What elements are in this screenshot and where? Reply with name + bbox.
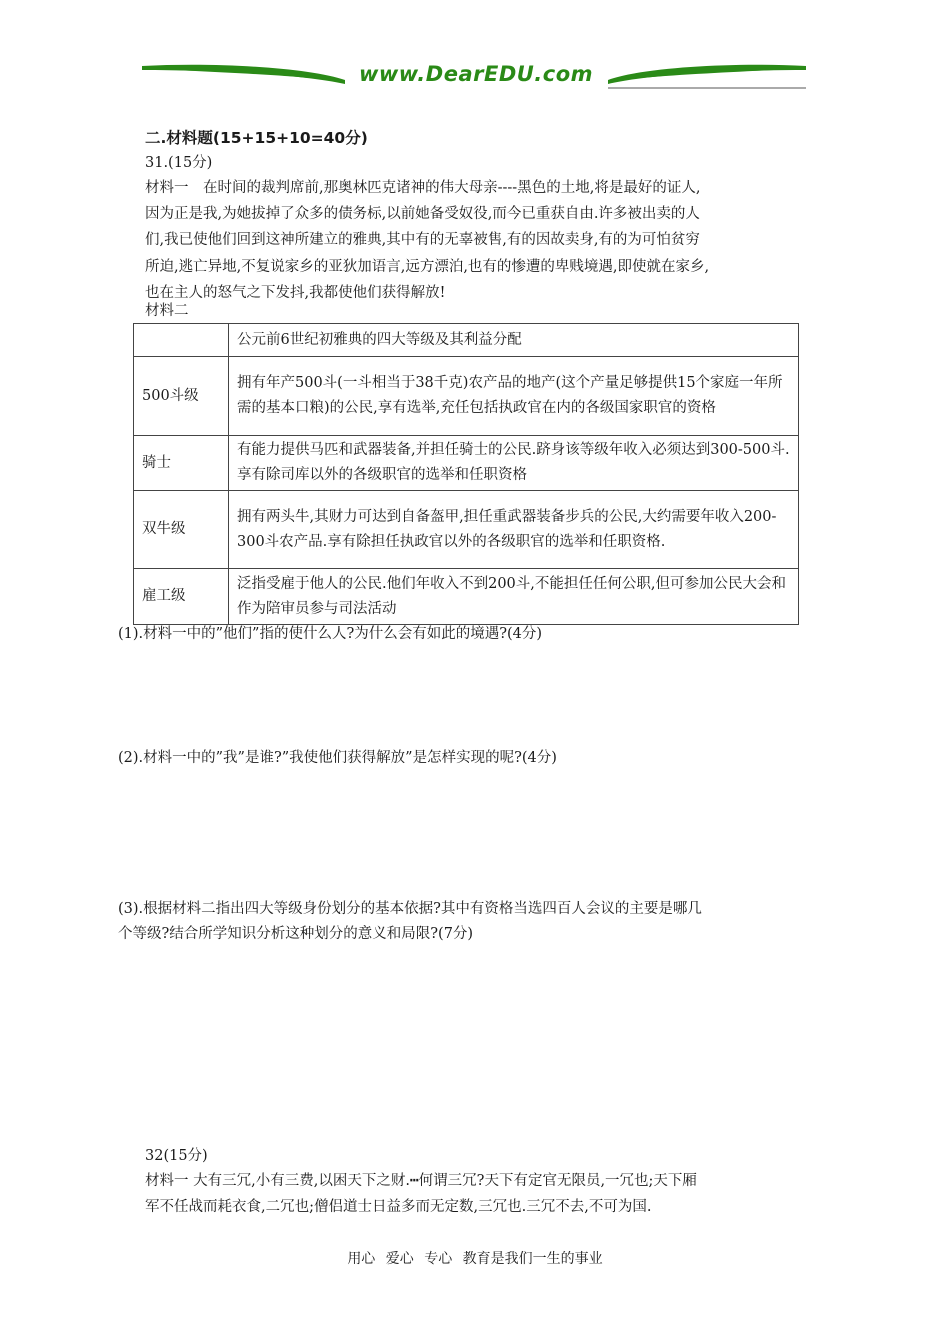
q32-material-1-line: 材料一 大有三冗,小有三费,以困天下之财.┅何谓三冗?天下有定官无限员,一冗也;天下厢 (145, 1173, 697, 1189)
question-31-3-line-2: 个等级?结合所学知识分析这种划分的意义和局限?(7分) (118, 926, 474, 942)
table-row (134, 569, 799, 625)
class-level: 雇工级 (134, 569, 229, 625)
athens-classes-table (133, 323, 799, 625)
q32-material-1-line: 军不任战而耗衣食,二冗也;僧侣道士日益多而无定数,三冗也.三冗不去,不可为国. (145, 1199, 652, 1215)
table-corner-cell (134, 324, 229, 357)
class-description: 泛指受雇于他人的公民.他们年收入不到200斗,不能担任任何公职,但可参加公民大会和作为陪审员参与司法活动 (229, 569, 799, 625)
q31-material-1-line: 因为正是我,为她拔掉了众多的债务标,以前她备受奴役,而今已重获自由.许多被出卖的人 (145, 206, 700, 223)
q31-material-1-line: 们,我已使他们回到这神所建立的雅典,其中有的无辜被售,有的因故卖身,有的为可怕贫穷 (145, 232, 700, 249)
site-name: www.DearEDU.com (358, 62, 594, 86)
question-31-3-line-1: (3).根据材料二指出四大等级身份划分的基本依据?其中有资格当选四百人会议的主要是哪几 (118, 901, 702, 917)
class-level: 骑士 (134, 436, 229, 491)
q31-material-1 (145, 175, 815, 306)
q31-material-1-line: 也在主人的怒气之下发抖,我都使他们获得解放! (145, 284, 446, 301)
q31-material-1-line: 材料一 在时间的裁判席前,那奥林匹克诸神的伟大母亲----黑色的土地,将是最好的证人, (145, 180, 701, 196)
class-description: 拥有两头牛,其财力可达到自备盔甲,担任重武器装备步兵的公民,大约需要年收入200-300斗农产品.享有除担任执政官以外的各级职官的选举和任职资格. (229, 491, 799, 569)
question-31-1: (1).材料一中的”他们”指的使什么人?为什么会有如此的境遇?(4分) (118, 626, 543, 642)
section-title: 二.材料题(15+15+10=40分) (145, 129, 368, 147)
question-31-number: 31.(15分) (145, 155, 213, 171)
page-footer: 用心 爱心 专心 教育是我们一生的事业 (347, 1251, 603, 1267)
question-32-number: 32(15分) (145, 1148, 208, 1164)
class-description: 拥有年产500斗(一斗相当于38千克)农产品的地产(这个产量足够提供15个家庭一年所需的基本口粮)的公民,享有选举,充任包括执政官在内的各级国家职官的资格 (229, 357, 799, 436)
q31-material-2-label: 材料二 (145, 303, 189, 319)
table-row (134, 436, 799, 491)
class-level: 500斗级 (134, 357, 229, 436)
question-31-2: (2).材料一中的”我”是谁?”我使他们获得解放”是怎样实现的呢?(4分) (118, 750, 557, 766)
q31-material-1-line: 所迫,逃亡异地,不复说家乡的亚狄加语言,远方漂泊,也有的惨遭的卑贱境遇,即使就在家乡, (145, 258, 710, 275)
table-row (134, 357, 799, 436)
table-header-row (134, 324, 799, 357)
table-header-cell: 公元前6世纪初雅典的四大等级及其利益分配 (229, 324, 799, 357)
site-header-banner (140, 60, 808, 94)
class-level: 双牛级 (134, 491, 229, 569)
table-row (134, 491, 799, 569)
class-description: 有能力提供马匹和武器装备,并担任骑士的公民.跻身该等级年收入必须达到300-500斗.享有除司库以外的各级职官的选举和任职资格 (229, 436, 799, 491)
